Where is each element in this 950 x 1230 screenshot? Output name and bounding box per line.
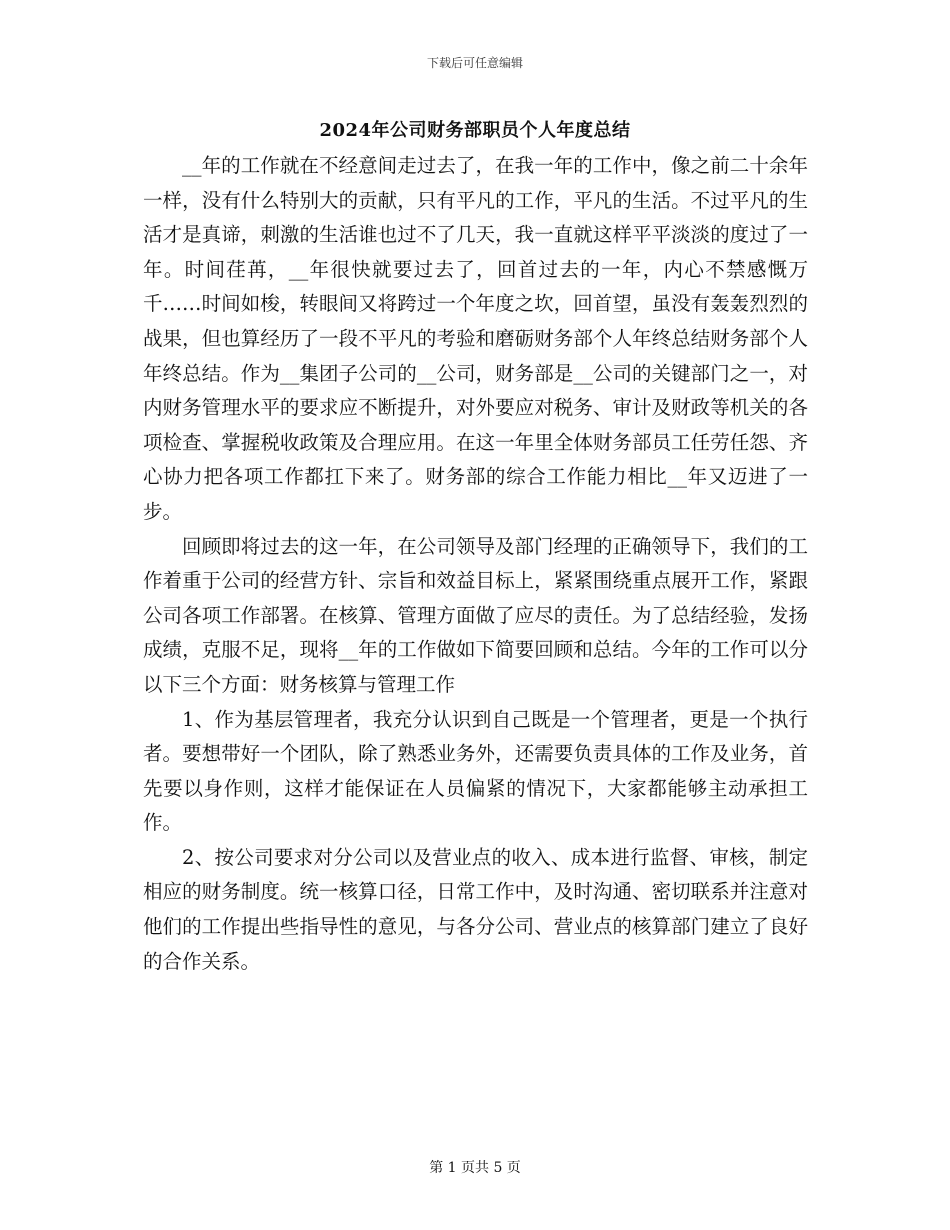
paragraph: 1、作为基层管理者，我充分认识到自己既是一个管理者，更是一个执行者。要想带好一个团队，除了熟悉业务外，还需要负责具体的工作及业务，首先要以身作则，这样才能保证在人员偏紧的情况下，大家都能够主动承担工作。 bbox=[143, 707, 808, 835]
document-body bbox=[143, 149, 808, 979]
paragraph: 2、按公司要求对分公司以及营业点的收入、成本进行监督、审核，制定相应的财务制度。统一核算口径，日常工作中，及时沟通、密切联系并注意对他们的工作提出些指导性的意见，与各分公司、营业点的核算部门建立了良好的合作关系。 bbox=[143, 845, 808, 973]
paragraph: __年的工作就在不经意间走过去了，在我一年的工作中，像之前二十余年一样，没有什么特别大的贡献，只有平凡的工作，平凡的生活。不过平凡的生活才是真谛，刺激的生活谁也过不了几天，我一直就这样平平淡淡的度过了一年。时间荏苒，__年很快就要过去了，回首过去的一年，内心不禁感慨万千……时间如梭，转眼间又将跨过一个年度之坎，回首望，虽没有轰轰烈烈的战果，但也算经历了一段不平凡的考验和磨砺财务部个人年终总结财务部个人年终总结。作为__集团子公司的__公司，财务部是__公司的关键部门之一，对内财务管理水平的要求应不断提升，对外要应对税务、审计及财政等机关的各项检查、掌握税收政策及合理应用。在这一年里全体财务部员工任劳任怨、齐心协力把各项工作都扛下来了。财务部的综合工作能力相比__年又迈进了一步。 bbox=[143, 154, 808, 523]
paragraph: 回顾即将过去的这一年，在公司领导及部门经理的正确领导下，我们的工作着重于公司的经营方针、宗旨和效益目标上，紧紧围绕重点展开工作，紧跟公司各项工作部署。在核算、管理方面做了应尽的责任。为了总结经验，发扬成绩，克服不足，现将__年的工作做如下简要回顾和总结。今年的工作可以分以下三个方面：财务核算与管理工作 bbox=[143, 534, 808, 696]
page-indicator: 第 1 页共 5 页 bbox=[429, 1160, 521, 1176]
document-title: 2024年公司财务部职员个人年度总结 bbox=[319, 120, 631, 141]
header-note: 下载后可任意编辑 bbox=[426, 56, 523, 70]
